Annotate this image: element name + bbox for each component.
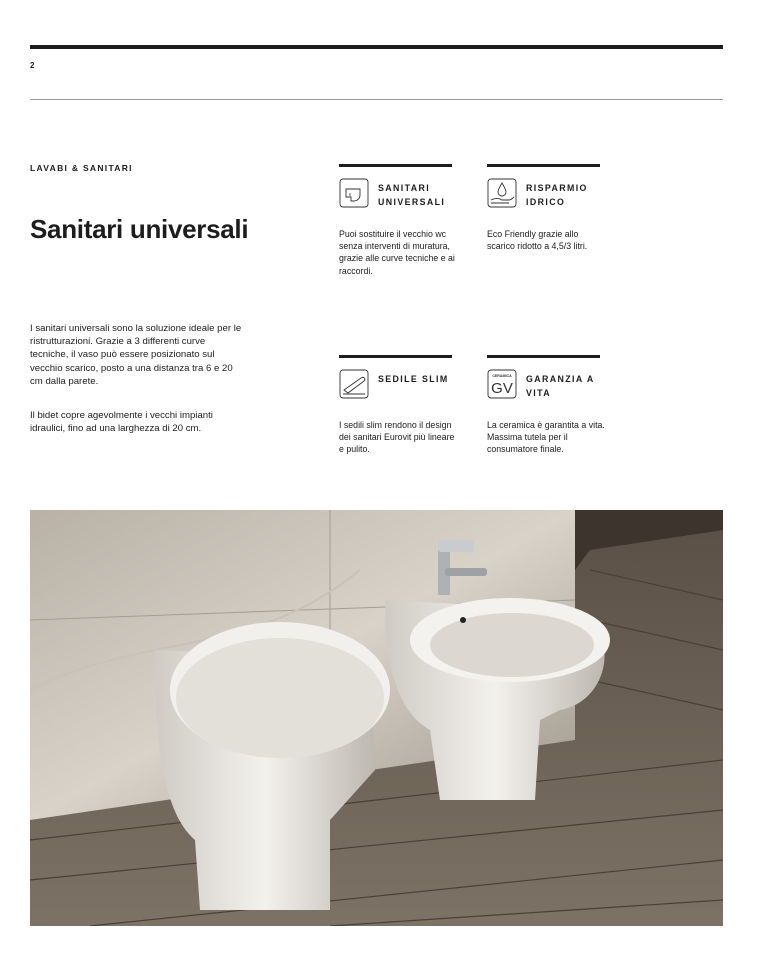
feature-bar [339, 164, 452, 167]
feature-bar [487, 355, 600, 358]
page-title: Sanitari universali [30, 214, 249, 244]
feature-text: La ceramica è garantita a vita. Massima tutela per il consumatore finale. [487, 420, 605, 455]
intro-paragraph-1: I sanitari universali sono la soluzione ideale per le ristrutturazioni. Grazie a 3 differenti curve tecniche, il vaso può essere posizionato sul vecchio scarico, posto a una distanza tra 6 e 20 cm dalla parete. [30, 323, 242, 387]
feature-text: Puoi sostituire il vecchio wc senza interventi di muratura, grazie alle curve tecniche e ai raccordi. [339, 229, 455, 276]
feature-sedile-slim [339, 355, 455, 455]
feature-title: GARANZIA A VITA [526, 374, 595, 398]
feature-risparmio-idrico [487, 164, 600, 252]
top-rule [30, 45, 723, 49]
water-drop-hand-icon [487, 178, 517, 208]
header-divider [30, 99, 723, 100]
page-number: 2 [30, 61, 35, 70]
feature-text: Eco Friendly grazie allo scarico ridotto a 4,5/3 litri. [487, 229, 588, 252]
feature-text: I sedili slim rendono il design dei sanitari Eurovit più lineare e pulito. [339, 420, 455, 455]
feature-title: RISPARMIO IDRICO [526, 183, 588, 207]
feature-bar [339, 355, 452, 358]
badge-small-text: CERAMICA [492, 374, 512, 378]
product-photo [30, 510, 723, 926]
feature-bar [487, 164, 600, 167]
feature-title: SANITARI UNIVERSALI [378, 183, 446, 207]
section-label: LAVABI & SANITARI [30, 163, 133, 173]
toilet-outline-icon [339, 178, 369, 208]
intro-paragraph-2: Il bidet copre agevolmente i vecchi impianti idraulici, fino ad una larghezza di 20 cm. [30, 410, 213, 435]
ceramica-gv-badge-icon [487, 369, 517, 399]
feature-sanitari-universali [339, 164, 455, 276]
feature-title: SEDILE SLIM [378, 374, 449, 384]
badge-big-text: GV [491, 380, 513, 397]
feature-garanzia-a-vita [487, 355, 605, 455]
slim-seat-icon [339, 369, 369, 399]
